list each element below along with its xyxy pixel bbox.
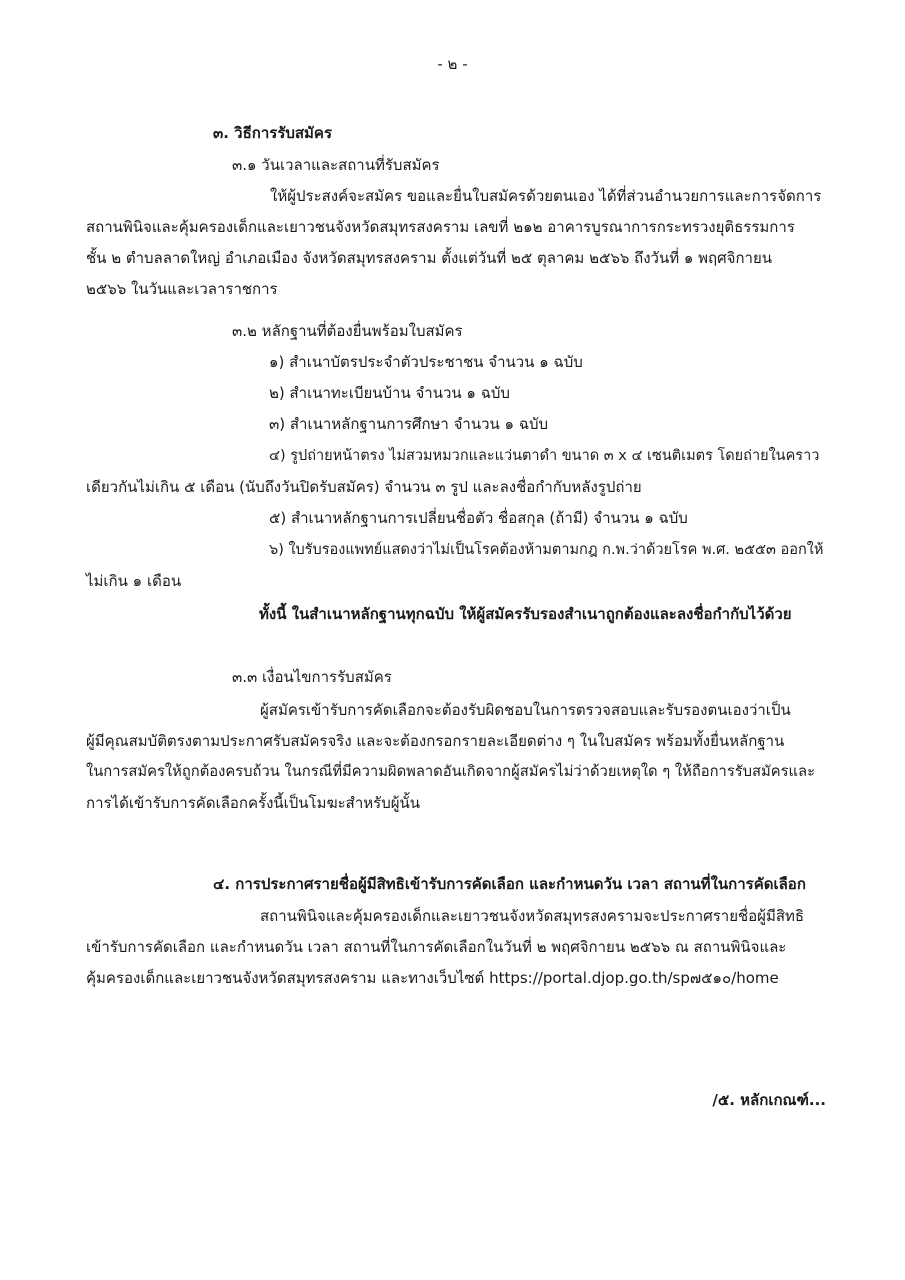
evidence-item-4-line-1: ๔) รูปถ่ายหน้าตรง ไม่สวมหมวกและแว่นตาดำ ขนาด ๓ x ๔ เซนติเมตร โดยถ่ายในคราว <box>269 448 820 464</box>
evidence-item-4-line-2: เดียวกันไม่เกิน ๕ เดือน (นับถึงวันปิดรับสมัคร) จำนวน ๓ รูป และลงชื่อกำกับหลังรูปถ่าย <box>86 478 642 496</box>
section-4-heading: ๔. การประกาศรายชื่อผู้มีสิทธิเข้ารับการคัดเลือก และกำหนดวัน เวลา สถานที่ในการคัดเลือก <box>213 875 806 893</box>
evidence-item-6-line-1: ๖) ใบรับรองแพทย์แสดงว่าไม่เป็นโรคต้องห้ามตามกฎ ก.พ.ว่าด้วยโรค พ.ศ. ๒๕๕๓ ออกให้ <box>269 542 824 558</box>
section-3-3-heading: ๓.๓ เงื่อนไขการรับสมัคร <box>232 668 392 686</box>
section-3-3-line-1: ผู้สมัครเข้ารับการคัดเลือกจะต้องรับผิดชอบในการตรวจสอบและรับรองตนเองว่าเป็น <box>260 701 791 719</box>
section-4-line-2: เข้ารับการคัดเลือก และกำหนดวัน เวลา สถานที่ในการคัดเลือกในวันที่ ๒ พฤศจิกายน ๒๕๖๖ ณ สถานพินิจและ <box>86 938 787 956</box>
section-3-3-line-2: ผู้มีคุณสมบัติตรงตามประกาศรับสมัครจริง และจะต้องกรอกรายละเอียดต่าง ๆ ในใบสมัคร พร้อมทั้งยื่นหลักฐาน <box>86 732 785 750</box>
evidence-item-1: ๑) สำเนาบัตรประจำตัวประชาชน จำนวน ๑ ฉบับ <box>269 353 583 371</box>
section-3-1-heading: ๓.๑ วันเวลาและสถานที่รับสมัคร <box>232 156 440 174</box>
section-3-1-line-3: ชั้น ๒ ตำบลลาดใหญ่ อำเภอเมือง จังหวัดสมุทรสงคราม ตั้งแต่วันที่ ๒๕ ตุลาคม ๒๕๖๖ ถึงวันที่ ๑ พฤศจิกายน <box>86 249 772 267</box>
evidence-item-3: ๓) สำเนาหลักฐานการศึกษา จำนวน ๑ ฉบับ <box>269 415 549 433</box>
section-3-1-line-2: สถานพินิจและคุ้มครองเด็กและเยาวชนจังหวัดสมุทรสงคราม เลขที่ ๒๑๒ อาคารบูรณาการกระทรวงยุติธรรมการ <box>86 218 795 236</box>
section-3-3-line-4: การได้เข้ารับการคัดเลือกครั้งนี้เป็นโมฆะสำหรับผู้นั้น <box>86 794 421 812</box>
section-3-1-line-4: ๒๕๖๖ ในวันและเวลาราชการ <box>86 280 278 298</box>
section-3-2-heading: ๓.๒ หลักฐานที่ต้องยื่นพร้อมใบสมัคร <box>232 322 463 340</box>
evidence-note: ทั้งนี้ ในสำเนาหลักฐานทุกฉบับ ให้ผู้สมัครรับรองสำเนาถูกต้องและลงชื่อกำกับไว้ด้วย <box>259 605 792 623</box>
evidence-item-5: ๕) สำเนาหลักฐานการเปลี่ยนชื่อตัว ชื่อสกุล (ถ้ามี) จำนวน ๑ ฉบับ <box>269 509 688 527</box>
section-4-line-3: คุ้มครองเด็กและเยาวชนจังหวัดสมุทรสงคราม และทางเว็บไซต์ https://portal.djop.go.th/sp๗๕๑๐/home <box>86 969 779 987</box>
evidence-item-6-line-2: ไม่เกิน ๑ เดือน <box>86 572 182 590</box>
section-4-line-1: สถานพินิจและคุ้มครองเด็กและเยาวชนจังหวัดสมุทรสงครามจะประกาศรายชื่อผู้มีสิทธิ <box>260 907 805 925</box>
section-3-heading: ๓. วิธีการรับสมัคร <box>213 124 333 142</box>
section-3-1-line-1: ให้ผู้ประสงค์จะสมัคร ขอและยื่นใบสมัครด้วยตนเอง ได้ที่ส่วนอำนวยการและการจัดการ <box>270 187 822 205</box>
page-number: - ๒ - <box>437 55 468 73</box>
next-page-marker: /๕. หลักเกณฑ์... <box>712 1091 826 1109</box>
section-3-3-line-3: ในการสมัครให้ถูกต้องครบถ้วน ในกรณีที่มีความผิดพลาดอันเกิดจากผู้สมัครไม่ว่าด้วยเหตุใด ๆ ให้ถือการรับสมัครและ <box>86 763 816 780</box>
evidence-item-2: ๒) สำเนาทะเบียนบ้าน จำนวน ๑ ฉบับ <box>269 384 510 402</box>
